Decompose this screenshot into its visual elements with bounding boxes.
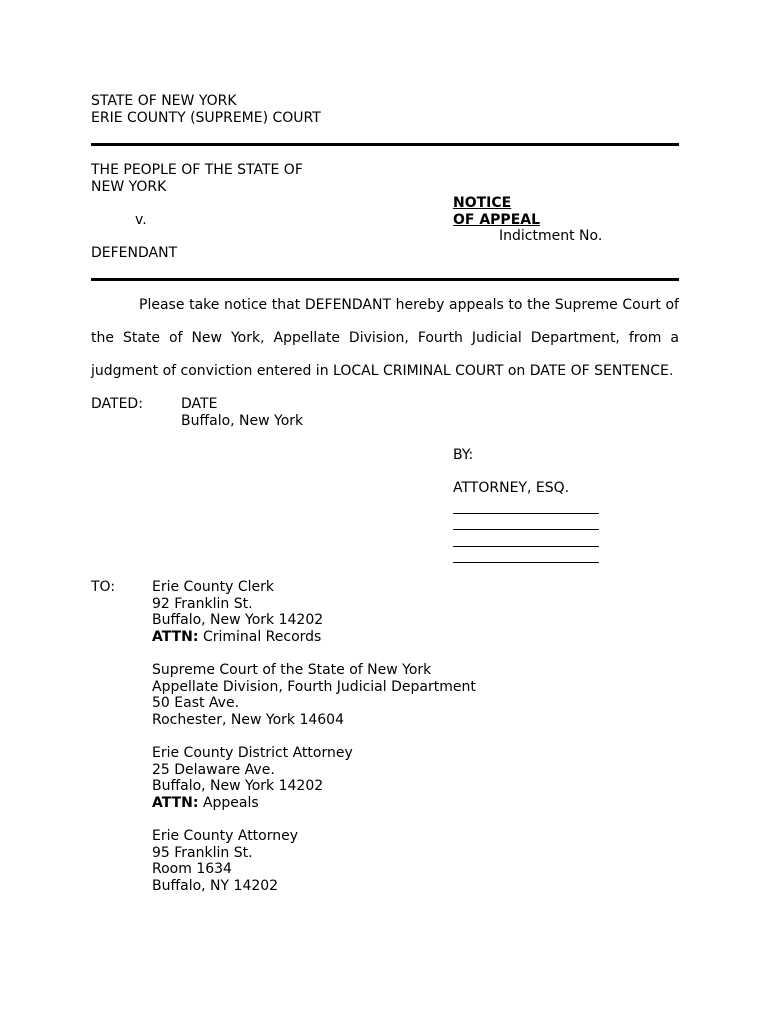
recipient-line: 95 Franklin St. bbox=[152, 844, 253, 861]
title-notice: NOTICE bbox=[453, 195, 512, 211]
versus: v. bbox=[135, 212, 147, 228]
recipient-appellate-court bbox=[152, 662, 476, 728]
recipient-line: Erie County Attorney bbox=[152, 828, 299, 844]
dated-date: DATE bbox=[181, 396, 218, 412]
recipient-line: Supreme Court of the State of New York bbox=[152, 662, 432, 678]
court-header bbox=[91, 93, 321, 126]
recipient-attn bbox=[152, 795, 353, 812]
attn-label: ATTN: bbox=[152, 794, 199, 811]
recipient-line: 92 Franklin St. bbox=[152, 595, 253, 612]
recipient-line: Buffalo, NY 14202 bbox=[152, 877, 279, 894]
recipient-line: Appellate Division, Fourth Judicial Department bbox=[152, 678, 476, 695]
dated-block bbox=[181, 396, 303, 429]
signature-line bbox=[453, 513, 599, 531]
recipient-county-attorney bbox=[152, 828, 298, 894]
people-line-1: THE PEOPLE OF THE STATE OF bbox=[91, 162, 303, 178]
state-heading: STATE OF NEW YORK bbox=[91, 93, 237, 109]
body-text-2: the State of New York, Appellate Division, Fourth Judicial Department, from a bbox=[91, 330, 679, 346]
caption-parties bbox=[91, 162, 303, 195]
attn-label: ATTN: bbox=[152, 628, 199, 645]
body-text-1: Please take notice that DEFENDANT hereby appeals to the Supreme Court of bbox=[139, 297, 679, 313]
recipient-line: 25 Delaware Ave. bbox=[152, 761, 275, 778]
dated-place: Buffalo, New York bbox=[181, 412, 304, 429]
recipient-line: 50 East Ave. bbox=[152, 695, 240, 711]
recipient-attn bbox=[152, 629, 323, 646]
dated-label: DATED: bbox=[91, 396, 143, 412]
body-line-2 bbox=[91, 330, 679, 347]
recipient-line: Room 1634 bbox=[152, 861, 232, 877]
recipient-line: Buffalo, New York 14202 bbox=[152, 778, 324, 794]
court-heading: ERIE COUNTY (SUPREME) COURT bbox=[91, 109, 321, 126]
recipient-district-attorney bbox=[152, 745, 353, 811]
body-line-3: judgment of conviction entered in LOCAL CRIMINAL COURT on DATE OF SENTENCE. bbox=[91, 363, 674, 379]
by-label: BY: bbox=[453, 447, 474, 463]
indictment-number: Indictment No. bbox=[499, 228, 603, 244]
signature-lines bbox=[453, 497, 599, 563]
people-line-2: NEW YORK bbox=[91, 178, 167, 195]
recipient-line: Erie County District Attorney bbox=[152, 745, 353, 761]
attn-value: Criminal Records bbox=[202, 628, 322, 645]
document-title bbox=[453, 195, 540, 228]
body-line-1 bbox=[139, 297, 679, 314]
attn-value: Appeals bbox=[202, 794, 259, 811]
defendant-name: DEFENDANT bbox=[91, 245, 178, 261]
to-label: TO: bbox=[91, 579, 116, 595]
signature-line bbox=[453, 496, 599, 514]
recipient-clerk bbox=[152, 579, 323, 645]
caption-divider bbox=[91, 278, 679, 281]
signature-line bbox=[453, 529, 599, 547]
attorney-name: ATTORNEY, ESQ. bbox=[453, 480, 570, 496]
top-divider bbox=[91, 143, 679, 146]
signature-line bbox=[453, 546, 599, 564]
recipient-line: Erie County Clerk bbox=[152, 579, 275, 595]
recipient-line: Buffalo, New York 14202 bbox=[152, 612, 324, 628]
title-of-appeal: OF APPEAL bbox=[453, 211, 541, 228]
recipient-line: Rochester, New York 14604 bbox=[152, 711, 344, 728]
